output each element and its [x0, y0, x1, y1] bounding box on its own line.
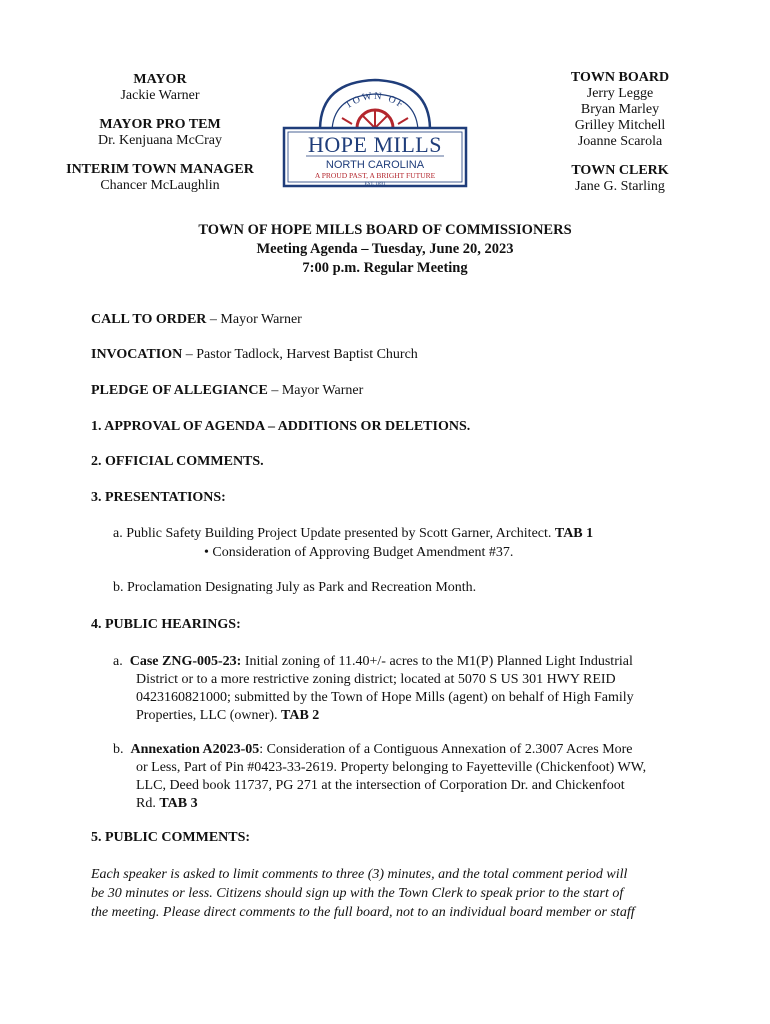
clerk-title: TOWN CLERK — [571, 163, 669, 178]
pledge: PLEDGE OF ALLEGIANCE – Mayor Warner — [91, 383, 364, 398]
item-3a: a. Public Safety Building Project Update presented by Scott Garner, Architect. TAB 1 — [113, 526, 594, 541]
item-2: 2. OFFICIAL COMMENTS. — [91, 454, 264, 469]
manager-name: Chancer McLaughlin — [100, 178, 220, 193]
protem-name: Dr. Kenjuana McCray — [97, 133, 223, 148]
title-line-3: 7:00 p.m. Regular Meeting — [302, 260, 468, 276]
item-1: 1. APPROVAL OF AGENDA – ADDITIONS OR DELETIONS. — [91, 419, 471, 434]
invocation: INVOCATION – Pastor Tadlock, Harvest Baptist Church — [91, 347, 418, 362]
item-3a-bullet: • Consideration of Approving Budget Amendment #37. — [204, 545, 514, 560]
manager-title: INTERIM TOWN MANAGER — [66, 162, 254, 177]
logo-name: HOPE MILLS — [308, 132, 442, 157]
board-member: Jerry Legge — [586, 86, 654, 101]
header-right — [540, 70, 700, 195]
item-4b: b. Annexation A2023-05: Consideration of a Contiguous Annexation of 2.3007 Acres More or Less, Part of Pin #0423-33-2619. Property belonging to Fayetteville (Chickenfoot) WW, LLC, Deed book 11737, PG 271 at the intersection of Corporation Dr. and Chickenfoot Rd. TAB 3 — [113, 742, 647, 811]
item-3: 3. PRESENTATIONS: — [91, 490, 226, 505]
public-comments-text: Each speaker is asked to limit comments to three (3) minutes, and the total comment period will be 30 minutes or less. Citizens should sign up with the Town Clerk to speak prior to the start of the meeting. Please direct comments to the full board, not to an individual board member or staff — [91, 867, 635, 920]
header-left — [60, 72, 260, 194]
town-logo — [280, 74, 470, 190]
board-title: TOWN BOARD — [570, 70, 670, 85]
item-5: 5. PUBLIC COMMENTS: — [91, 830, 251, 845]
board-member: Joanne Scarola — [577, 134, 663, 149]
title-line-1: TOWN OF HOPE MILLS BOARD OF COMMISSIONERS — [198, 222, 572, 238]
clerk-name: Jane G. Starling — [575, 179, 665, 194]
item-3b: b. Proclamation Designating July as Park and Recreation Month. — [113, 580, 477, 595]
title-line-2: Meeting Agenda – Tuesday, June 20, 2023 — [256, 241, 514, 257]
item-4: 4. PUBLIC HEARINGS: — [91, 617, 241, 632]
logo-tagline: A PROUD PAST, A BRIGHT FUTURE — [314, 171, 436, 180]
item-4a: a. Case ZNG-005-23: Initial zoning of 11.40+/- acres to the M1(P) Planned Light Industrial District or to a more restrictive zoning district; located at 5070 S US 301 HWY REID 0423160821000; submitted by the Town of Hope Mills (agent) on behalf of High Family Properties, LLC (owner). TAB 2 — [113, 654, 634, 723]
board-member: Grilley Mitchell — [574, 118, 666, 133]
mayor-name: Jackie Warner — [120, 88, 200, 103]
board-member: Bryan Marley — [580, 102, 660, 117]
logo-est: EST. 1891 — [364, 182, 386, 187]
protem-title: MAYOR PRO TEM — [99, 117, 221, 132]
call-to-order: CALL TO ORDER – Mayor Warner — [91, 312, 302, 327]
logo-state: NORTH CAROLINA — [325, 159, 425, 171]
agenda-title — [0, 221, 770, 278]
logo-arc-text: TOWN OF — [343, 90, 407, 112]
mayor-title: MAYOR — [133, 72, 187, 87]
